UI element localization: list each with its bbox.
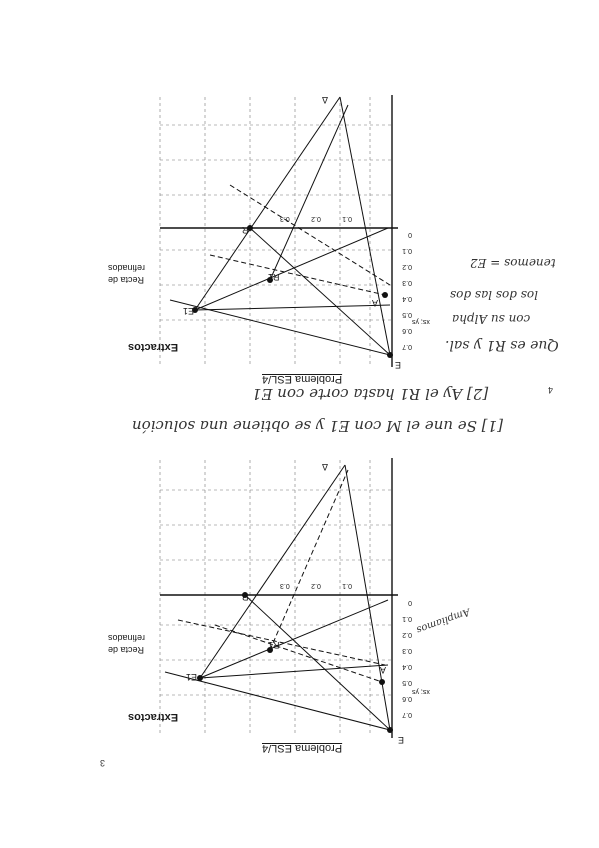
bottom-point-e: E [398,735,405,745]
top-axis-label: xs; ys [412,318,430,325]
top-point-e: E [395,360,402,370]
top-point-marks [192,225,393,358]
top-point-e1: E1 [183,306,195,316]
top-tick-top-3: 0.3 [280,215,290,222]
bottom-tick-right: 0.7 [402,711,412,718]
top-phase-diagram [120,85,420,375]
bottom-point-marks [197,592,393,733]
top-point-r1: R1 [268,272,280,282]
bottom-point-r: R [242,592,249,602]
top-tick-top-2: 0.2 [311,215,321,222]
top-point-delta: Δ [322,95,329,105]
margin-mark: 4 [548,385,554,395]
note-line-5: los dos las dos [450,288,538,302]
top-label-recta-line1: Recta de [108,275,145,285]
top-lines [170,97,390,355]
bottom-grid [160,460,392,735]
page-number: 3 [100,758,106,768]
bottom-tick-right: 0.2 [402,631,412,638]
bottom-phase-diagram [120,450,420,745]
bottom-ticks-right [396,594,412,722]
bottom-caption: Problema ESL/4 [262,742,343,754]
top-ticks-right [396,226,412,354]
bottom-ticks-top [280,582,352,589]
bottom-tick-right: 0.1 [402,615,412,622]
top-axes [160,95,398,367]
bottom-tick-right: 0.3 [402,647,412,654]
note-line-3: Que es R1 y sal. [445,337,559,353]
top-tick-right: 0.4 [402,295,412,302]
bottom-label-recta [108,632,145,656]
top-label-recta [108,262,145,286]
bottom-point-e1: E1 [186,672,198,682]
top-tick-right: 0.7 [402,343,412,350]
top-label-recta-line2: refinados [108,263,146,273]
top-tick-right: 0.2 [402,263,412,270]
bottom-tick-right: 0.5 [402,679,412,686]
bottom-tick-right: 0 [408,599,412,606]
top-point-a: A [372,298,379,308]
bottom-axis-label: xs; ys [412,688,430,695]
top-tick-right: 0.5 [402,311,412,318]
side-note: Ampliamos [414,605,472,636]
bottom-label-extractos: Extractos [128,711,179,723]
top-caption: Problema ESL/4 [262,373,343,385]
bottom-tick-top-1: 0.1 [342,582,353,589]
top-tick-right: 0 [408,231,412,238]
bottom-label-recta-line2: refinados [108,633,146,643]
top-point-r: R [242,225,249,235]
bottom-tick-top-2: 0.2 [311,582,321,589]
top-label-extractos: Extractos [128,341,179,353]
bottom-tick-top-3: 0.3 [280,582,290,589]
note-line-6: tenemos = E2 [470,256,556,270]
note-line-4: con su Alpha [452,312,531,326]
bottom-point-delta: Δ [322,462,329,472]
bottom-label-recta-line1: Recta de [108,645,145,655]
note-line-2: [2] Ay el R1 hasta corte con E1 [252,385,489,403]
top-tick-right: 0.3 [402,279,412,286]
top-tick-top-1: 0.1 [342,215,353,222]
bottom-point-a: A [380,665,387,675]
note-line-1: [1] Se une el M con E1 y se obtiene una solución [132,417,503,435]
bottom-tick-right: 0.6 [402,695,412,702]
top-ticks-top [280,215,352,222]
bottom-tick-right: 0.4 [402,663,412,670]
top-tick-right: 0.1 [402,247,412,254]
bottom-axes [160,458,398,738]
bottom-point-r1: R1 [268,640,280,650]
bottom-lines [165,465,390,730]
top-tick-right: 0.6 [402,327,412,334]
